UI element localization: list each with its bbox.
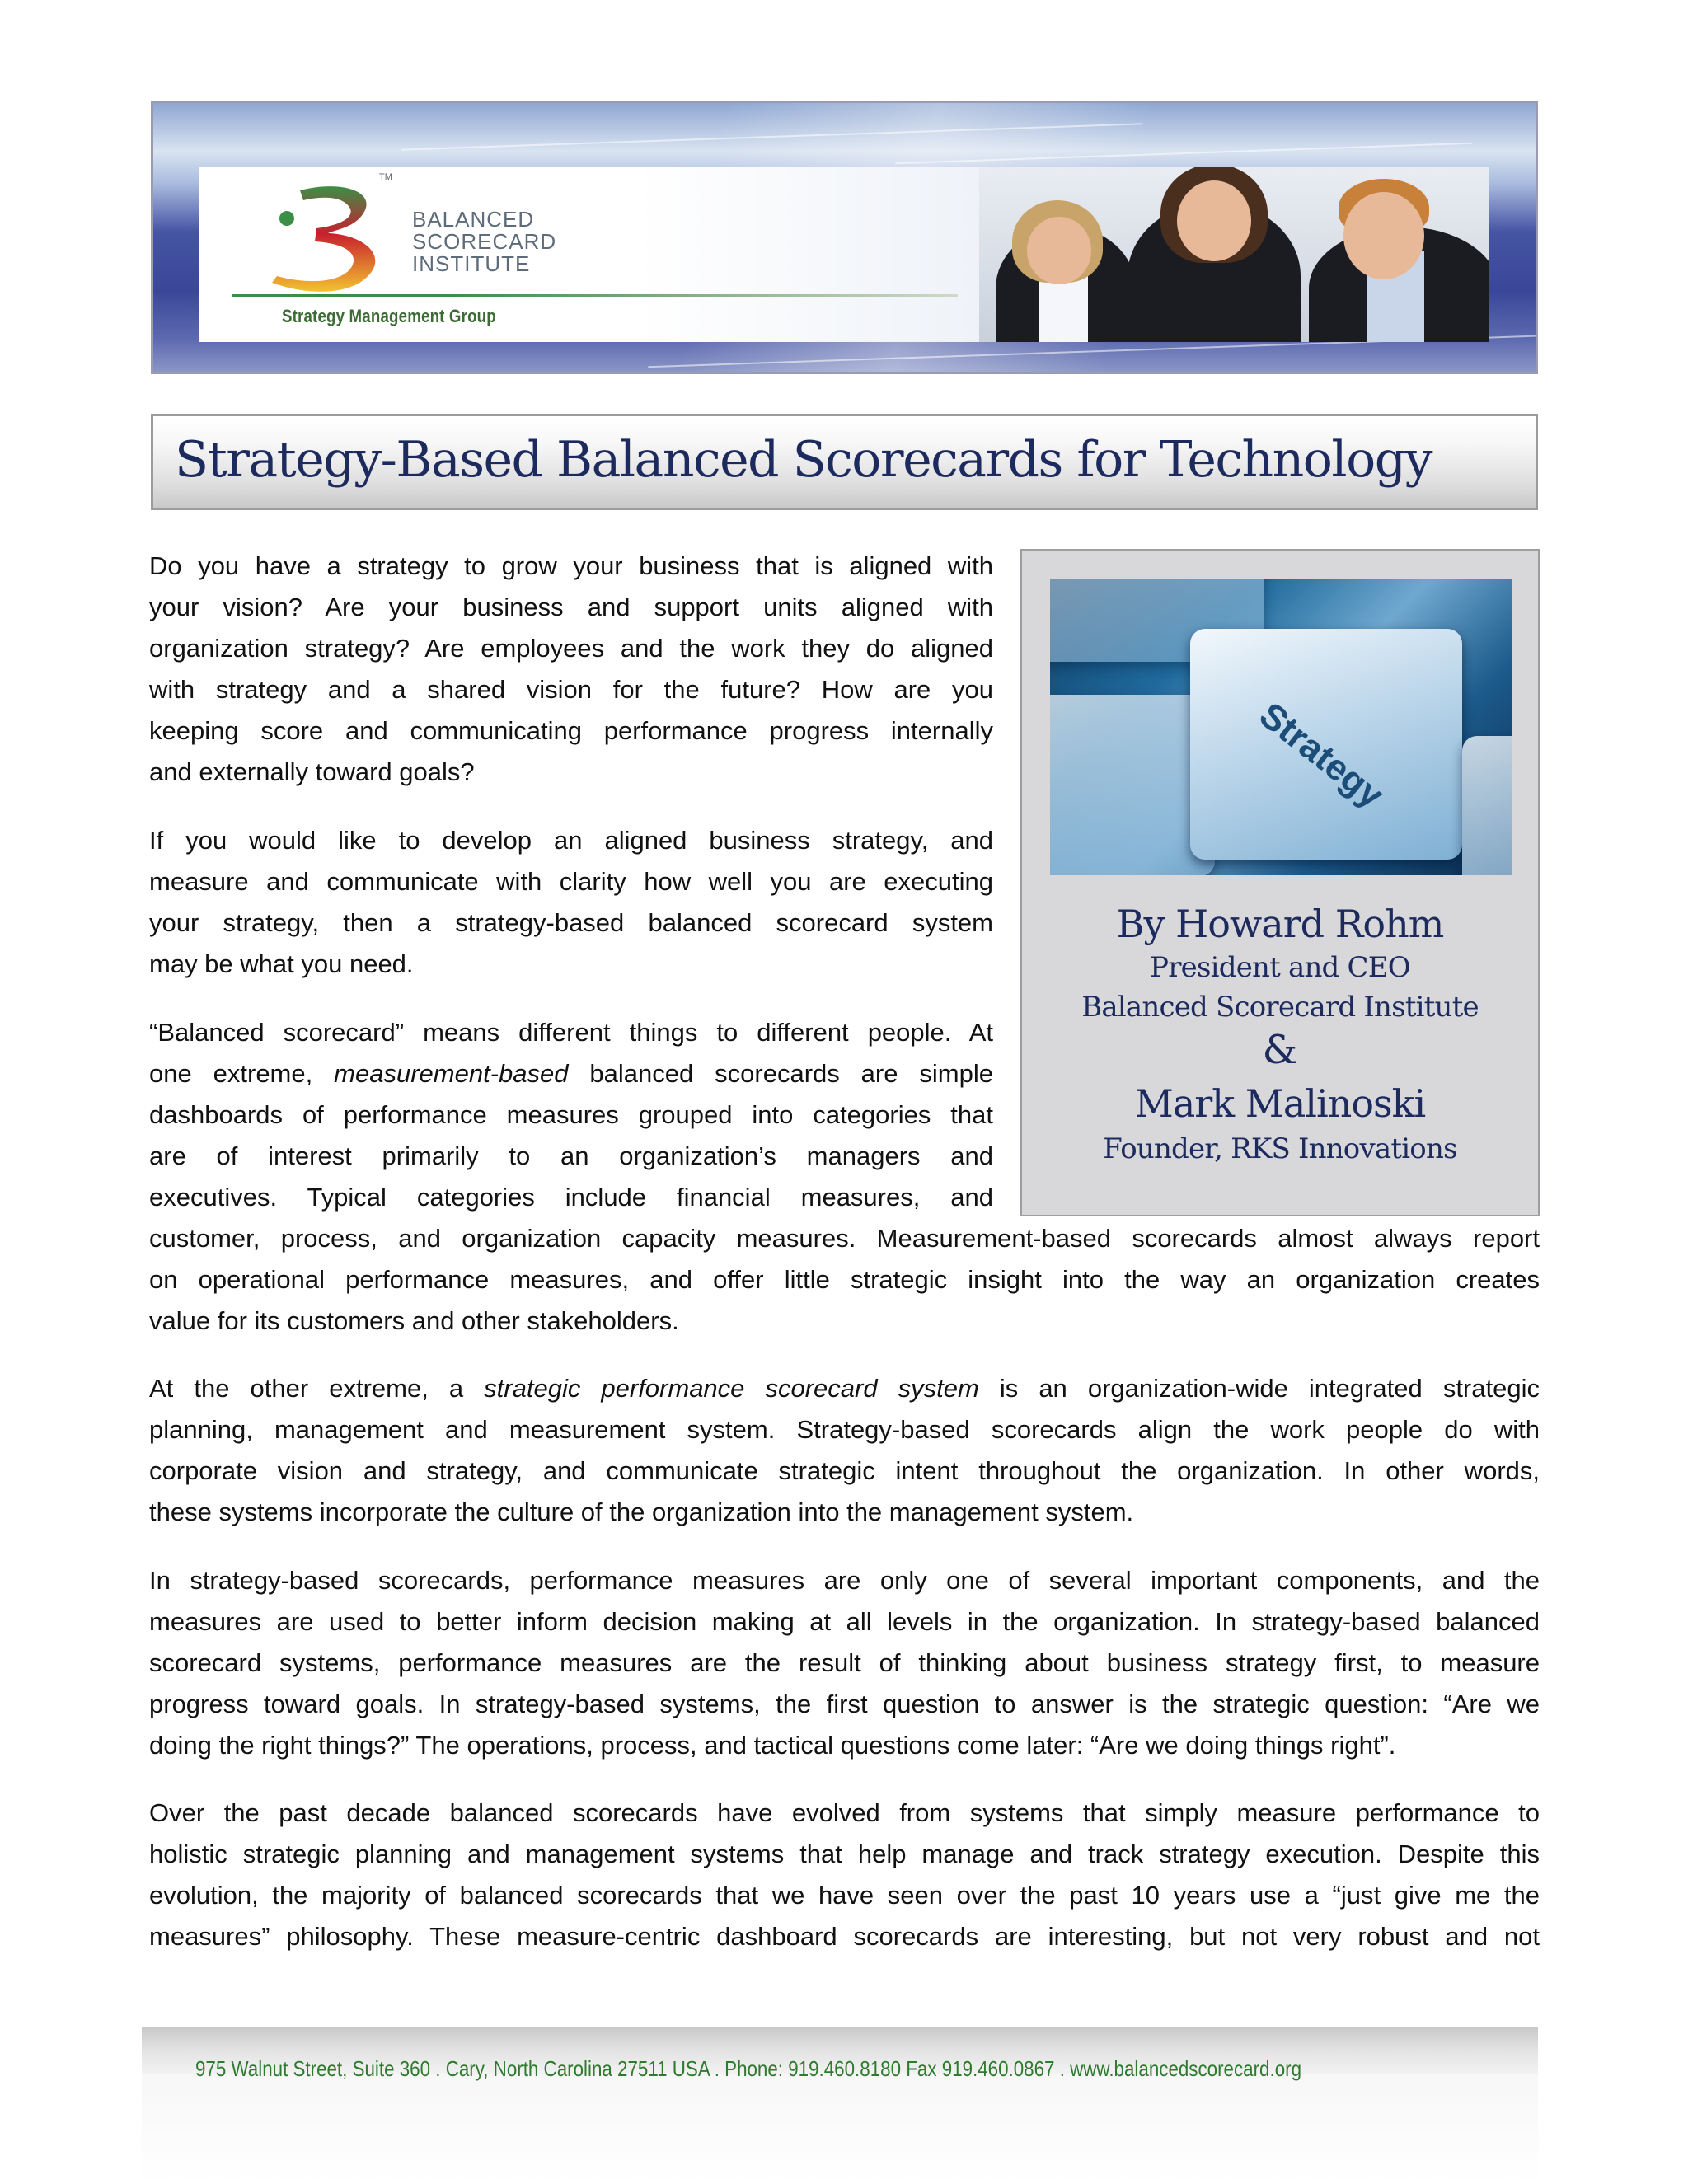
paragraph-line: measure and communicate with clarity how well you are executing xyxy=(149,867,993,896)
logo-line-1: BALANCED xyxy=(412,207,535,232)
footer-contact: 975 Walnut Street, Suite 360 . Cary, North Carolina 27511 USA . Phone: 919.460.8180 Fax 919.460.0867 . www.balancedscorecard.org xyxy=(195,2056,1302,2081)
logo-panel xyxy=(199,167,991,342)
paragraph-line: Over the past decade balanced scorecards have evolved from systems that simply measure performance to xyxy=(149,1798,1540,1827)
paragraph-line: At the other extreme, a strategic performance scorecard system is an organization-wide integrated strategic xyxy=(149,1374,1540,1403)
paragraph-line: In strategy-based scorecards, performance measures are only one of several important components, and the xyxy=(149,1566,1540,1595)
logo-wordmark xyxy=(412,209,556,275)
paragraph-line: are of interest primarily to an organization’s managers and xyxy=(149,1141,993,1170)
paragraph-line: your strategy, then a strategy-based balanced scorecard system xyxy=(149,908,993,937)
footer-fade xyxy=(142,2074,1538,2184)
paragraph-line: organization strategy? Are employees and the work they do aligned xyxy=(149,634,993,663)
author1-title: President and CEO xyxy=(1150,951,1410,984)
logo-line-2: SCORECARD xyxy=(412,229,557,254)
paragraph-line: these systems incorporate the culture of the organization into the management system. xyxy=(149,1497,1134,1526)
logo-tagline: Strategy Management Group xyxy=(282,306,496,326)
paragraph-1 xyxy=(149,546,993,793)
paragraph-2 xyxy=(149,820,993,985)
paragraph-line: on operational performance measures, and offer little strategic insight into the way an organization creates xyxy=(149,1265,1540,1294)
paragraph-line: measures” philosophy. These measure-centric dashboard scorecards are interesting, but not very robust and not xyxy=(149,1922,1540,1951)
bsi-logo-icon xyxy=(267,176,391,299)
logo-line-3: INSTITUTE xyxy=(412,251,531,276)
paragraph-line: evolution, the majority of balanced scorecards that we have seen over the past 10 years use a “just give me the xyxy=(149,1881,1540,1910)
paragraph-line: “Balanced scorecard” means different things to different people. At xyxy=(149,1018,993,1047)
logo-divider xyxy=(232,294,958,297)
paragraph-6 xyxy=(149,1793,1540,1957)
paragraph-line: scorecard systems, performance measures are the result of thinking about business strategy first, to measure xyxy=(149,1648,1540,1677)
author1-org: Balanced Scorecard Institute xyxy=(1081,991,1479,1024)
author-sidebar xyxy=(1020,549,1540,1216)
paragraph-line: keeping score and communicating performance progress internally xyxy=(149,716,993,745)
paragraph-line: and externally toward goals? xyxy=(149,757,475,786)
author1-name: By Howard Rohm xyxy=(1116,902,1444,946)
emphasis: measurement-based xyxy=(334,1059,569,1088)
paragraph-line: customer, process, and organization capacity measures. Measurement-based scorecards almost always report xyxy=(149,1224,1540,1253)
banner-photo xyxy=(979,167,1489,342)
key-label: Strategy xyxy=(1251,695,1391,817)
paragraph-line: value for its customers and other stakeholders. xyxy=(149,1306,679,1335)
paragraph-line: one extreme, measurement-based balanced scorecards are simple xyxy=(149,1059,993,1088)
author2-title: Founder, RKS Innovations xyxy=(1103,1132,1457,1165)
trademark-mark: TM xyxy=(379,172,392,182)
paragraph-3-continued xyxy=(149,1218,1540,1342)
paragraph-line: your vision? Are your business and support units aligned with xyxy=(149,593,993,621)
author2-name: Mark Malinoski xyxy=(1134,1081,1426,1126)
paragraph-line: If you would like to develop an aligned business strategy, and xyxy=(149,826,993,855)
paragraph-5 xyxy=(149,1560,1540,1766)
paragraph-3 xyxy=(149,1012,993,1218)
paragraph-line: executives. Typical categories include financial measures, and xyxy=(149,1183,993,1212)
paragraph-line: planning, management and measurement system. Strategy-based scorecards align the work people do with xyxy=(149,1415,1540,1444)
paragraph-line: doing the right things?” The operations, process, and tactical questions come later: “Are we doing things right”. xyxy=(149,1731,1396,1760)
emphasis: strategic performance scorecard system xyxy=(484,1374,979,1403)
paragraph-line: progress toward goals. In strategy-based systems, the first question to answer is the strategic question: “Are we xyxy=(149,1690,1540,1718)
header-banner xyxy=(151,101,1538,374)
paragraph-line: Do you have a strategy to grow your business that is aligned with xyxy=(149,551,993,580)
paragraph-line: with strategy and a shared vision for the future? How are you xyxy=(149,675,993,704)
paragraph-line: may be what you need. xyxy=(149,949,414,978)
paragraph-line: corporate vision and strategy, and communicate strategic intent throughout the organization. In other words, xyxy=(149,1456,1540,1485)
paragraph-4 xyxy=(149,1368,1540,1533)
ampersand: & xyxy=(1262,1027,1298,1073)
paragraph-line: holistic strategic planning and management systems that help manage and track strategy execution. Despite this xyxy=(149,1840,1540,1868)
title-bar xyxy=(151,414,1538,510)
strategy-key-photo xyxy=(1050,579,1512,875)
paragraph-line: dashboards of performance measures grouped into categories that xyxy=(149,1100,993,1129)
paragraph-line: measures are used to better inform decision making at all levels in the organization. In strategy-based balanced xyxy=(149,1607,1540,1636)
page-title: Strategy-Based Balanced Scorecards for Technology xyxy=(175,431,1432,489)
